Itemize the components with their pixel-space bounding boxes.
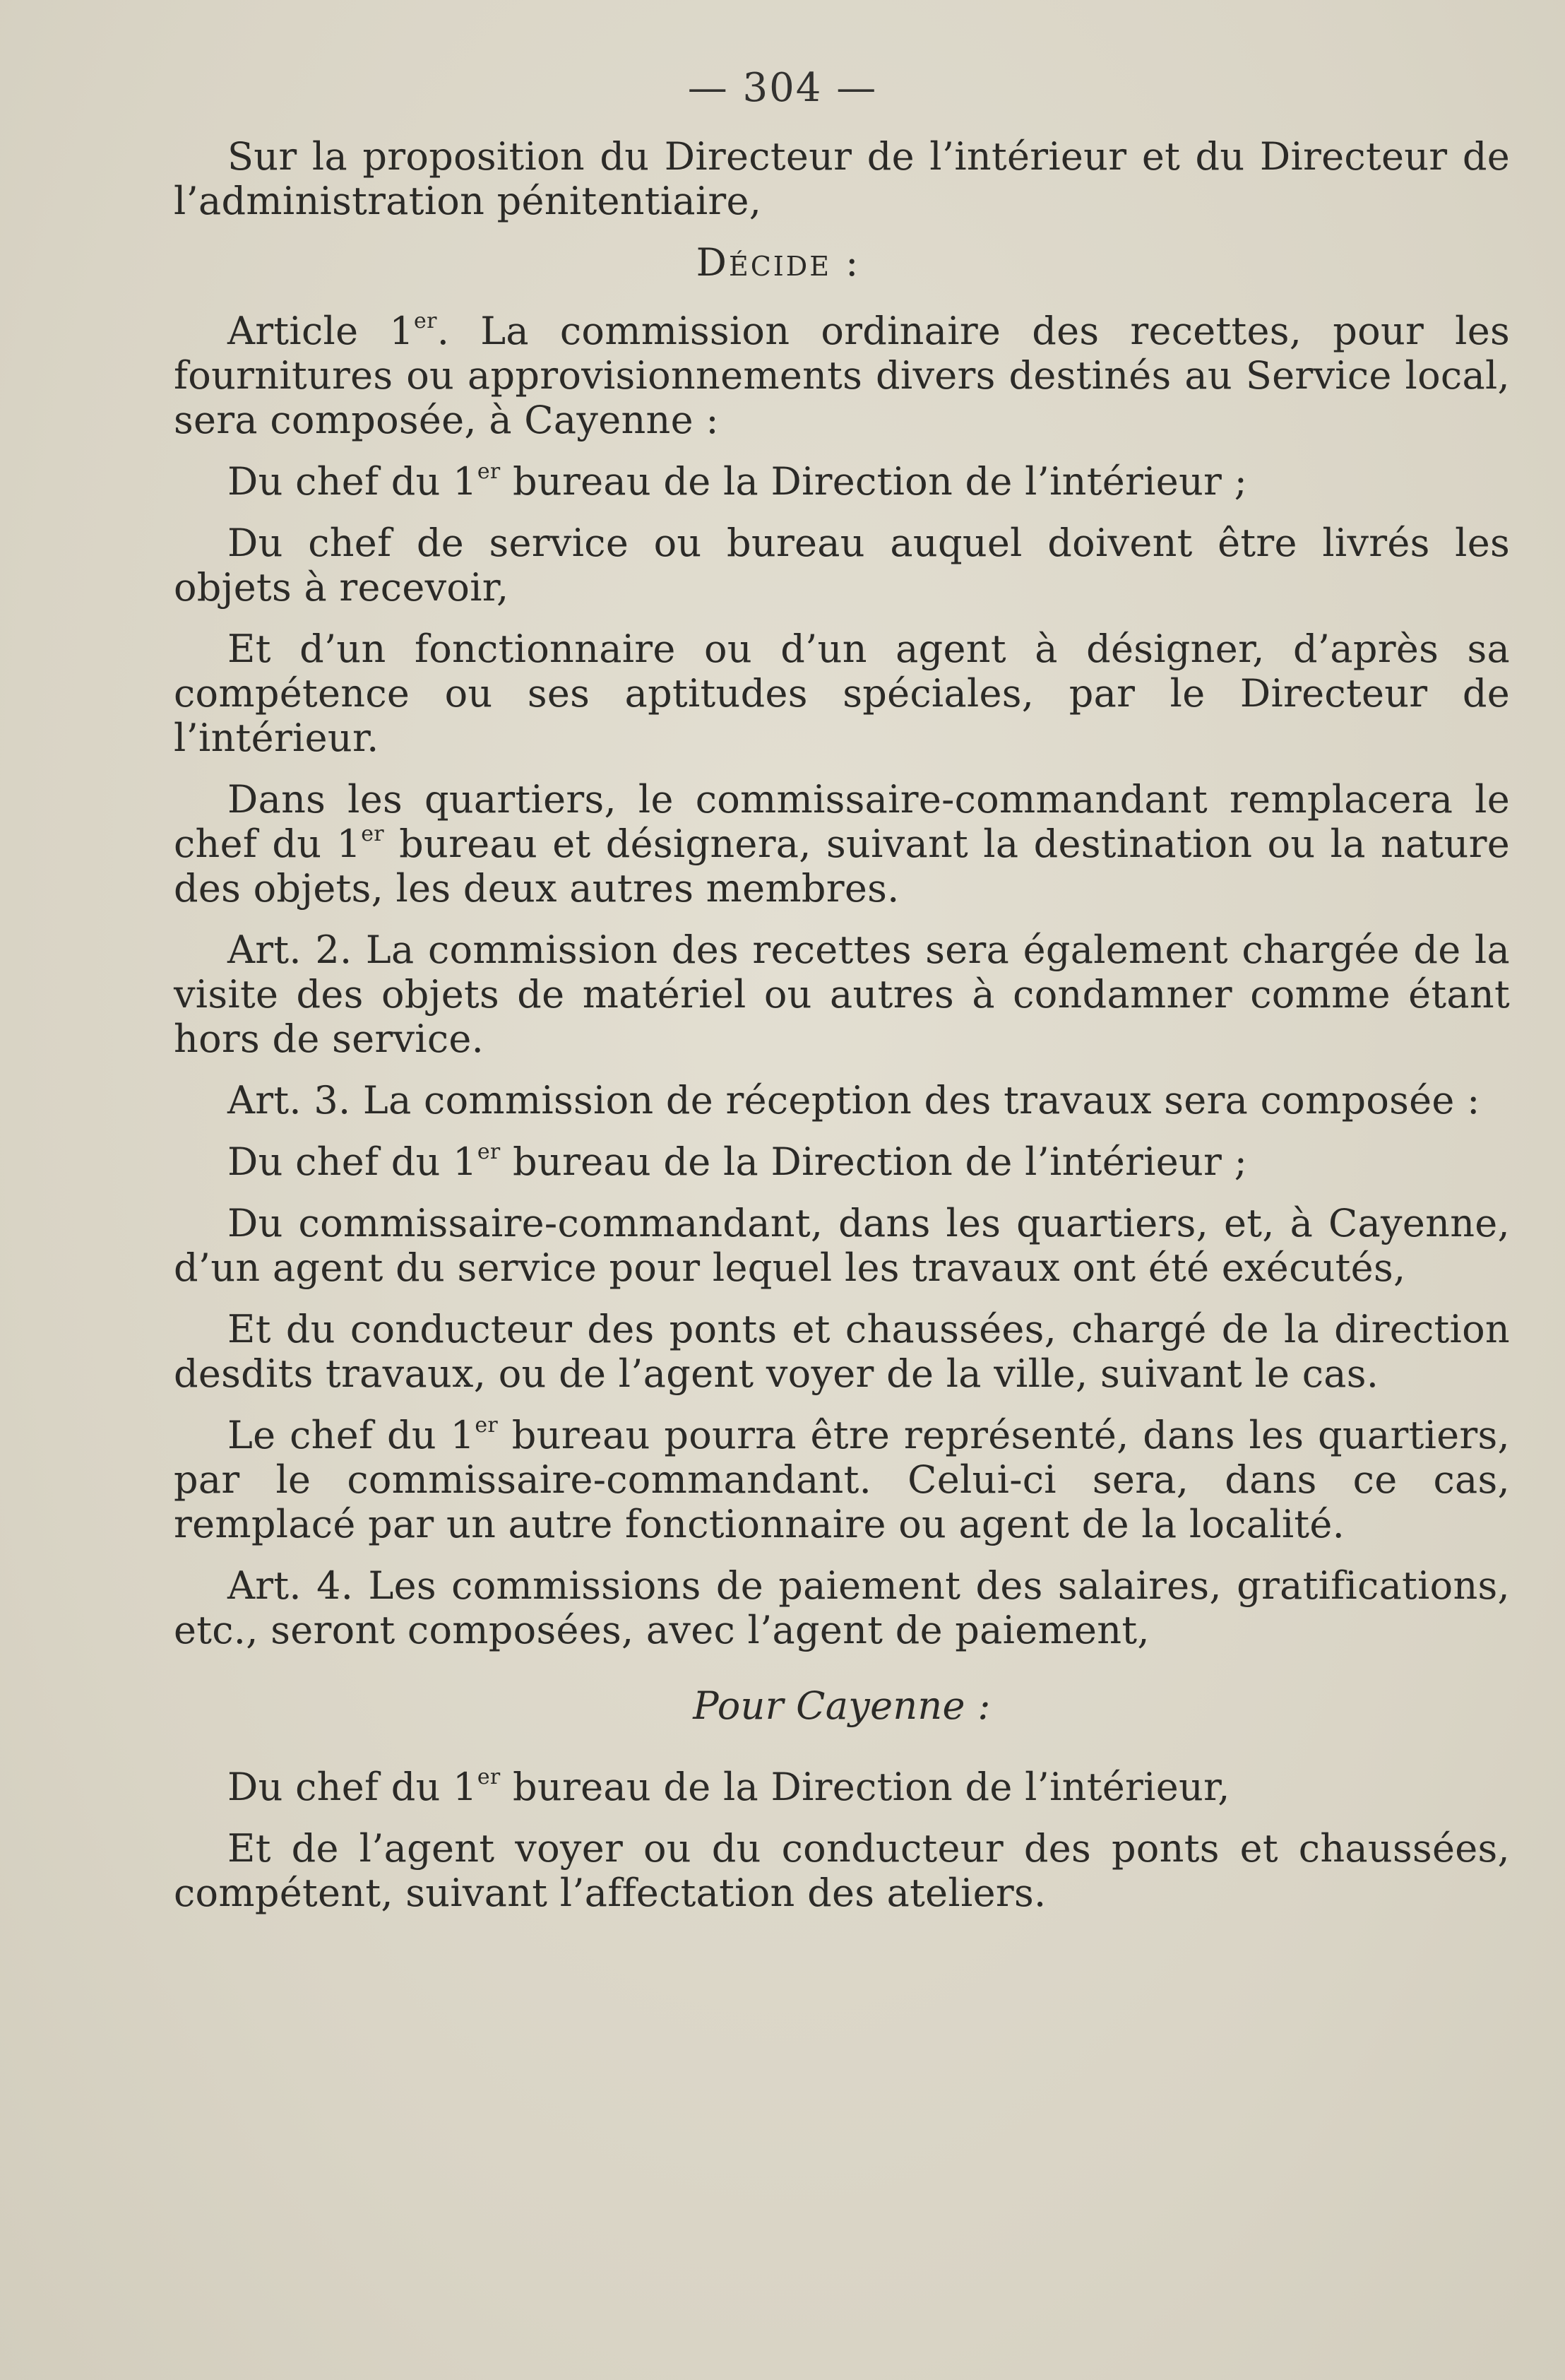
text-run: Du chef du 1 xyxy=(227,459,477,504)
paragraph-article-3: Art. 3. La commission de réception des travaux sera composée : xyxy=(227,1078,1480,1123)
text-run: bureau de la Direction de l’intérieur ; xyxy=(500,459,1248,504)
paragraph-chef-bureau-3 xyxy=(174,1765,1510,1809)
text-run: bureau pourra être représenté, dans les quartiers, par le commissaire-commandant. Celui-ci sera, dans ce cas, remplacé par un autre fonctionnaire ou agent de la localité. xyxy=(174,1413,1510,1546)
superscript: er xyxy=(414,309,437,333)
superscript: er xyxy=(477,1139,501,1164)
text-run: bureau de la Direction de l’intérieur, xyxy=(500,1765,1230,1809)
superscript: er xyxy=(477,459,501,484)
text-run: Du chef du 1 xyxy=(227,1139,477,1184)
paragraph-article-1 xyxy=(174,309,1510,442)
paragraph-agent-voyer: Et de l’agent voyer ou du conducteur des ponts et chaussées, compétent, suivant l’affectation des ateliers. xyxy=(174,1826,1510,1915)
body-text xyxy=(174,134,1510,1932)
heading-decide-label: Décide : xyxy=(696,240,861,285)
superscript: er xyxy=(477,1765,501,1789)
text-run: Dans les quartiers, le commissaire-commandant remplacera le chef du 1 xyxy=(174,777,1510,866)
page-number: — 304 — xyxy=(687,65,878,111)
text-run: . La commission ordinaire des recettes, pour les fournitures ou approvisionnements divers destinés au Service local, sera composée, à Cayenne : xyxy=(174,309,1510,442)
paragraph-article-2: Art. 2. La commission des recettes sera également chargée de la visite des objets de matériel ou autres à condamner comme étant hors de service. xyxy=(174,928,1510,1061)
paragraph-article-4: Art. 4. Les commissions de paiement des salaires, gratifications, etc., seront composées, avec l’agent de paiement, xyxy=(174,1563,1510,1652)
paragraph-chef-bureau xyxy=(174,459,1510,504)
paragraph-preamble: Sur la proposition du Directeur de l’intérieur et du Directeur de l’administration pénitentiaire, xyxy=(174,134,1510,223)
paragraph-chef-bureau-2 xyxy=(174,1139,1510,1184)
text-run: bureau de la Direction de l’intérieur ; xyxy=(500,1139,1248,1184)
paragraph-represente xyxy=(174,1413,1510,1546)
text-run: Le chef du 1 xyxy=(227,1413,475,1457)
paragraph-fonctionnaire: Et d’un fonctionnaire ou d’un agent à désigner, d’après sa compétence ou ses aptitudes spéciales, par le Directeur de l’intérieur. xyxy=(174,627,1510,760)
text-run: Article 1 xyxy=(227,309,415,353)
heading-pour-cayenne: Pour Cayenne : xyxy=(693,1683,991,1728)
paragraph-commissaire: Du commissaire-commandant, dans les quartiers, et, à Cayenne, d’un agent du service pour lequel les travaux ont été exécutés, xyxy=(174,1201,1510,1290)
text-run: bureau et désignera, suivant la destination ou la nature des objets, les deux autres membres. xyxy=(174,822,1510,911)
paragraph-chef-service: Du chef de service ou bureau auquel doivent être livrés les objets à recevoir, xyxy=(174,521,1510,610)
superscript: er xyxy=(361,822,384,846)
heading-decide xyxy=(174,240,1510,285)
text-run: Du chef du 1 xyxy=(227,1765,477,1809)
superscript: er xyxy=(475,1413,499,1438)
paragraph-quartiers xyxy=(174,777,1510,911)
paragraph-conducteur: Et du conducteur des ponts et chaussées, chargé de la direction desdits travaux, ou de l’agent voyer de la ville, suivant le cas. xyxy=(174,1307,1510,1396)
